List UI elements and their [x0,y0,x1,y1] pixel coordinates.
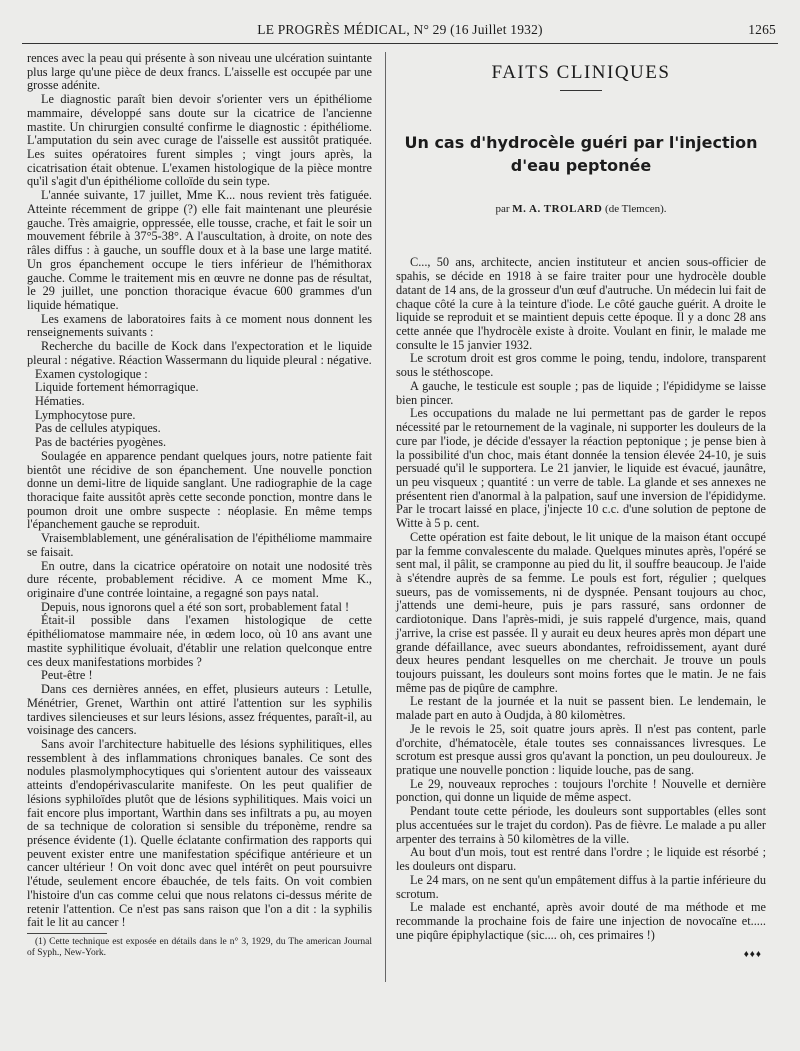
lab-line: Liquide fortement hémorragique. [35,380,199,395]
end-ornament: ♦♦♦ [743,949,762,961]
footnote-rule [27,933,107,934]
paragraph: L'année suivante, 17 juillet, Mme K... nous revient très fatiguée. Atteinte récemment de grippe (?) elle fait maintenant une pleurésie gauche. Très amaigrie, oppressée, elle tousse, crache, et fait le soir un mouvement fébrile à 37°5-38°. A l'auscultation, à droite, on note des râles diffus : à gauche, un souffle doux et à la base une large matité. Un gros épanchement occupe le tiers inférieur de l'hémithorax gauche. Comme le traitement mis en œuvre ne donne pas de résultat, le 29 juillet, une ponction thoracique évacue 600 grammes d'un liquide hématique. [27,188,372,312]
paragraph: Le 29, nouveaux reproches : toujours l'orchite ! Nouvelle et dernière ponction, qui donne un liquide de même aspect. [396,776,766,805]
byline-author: M. A. TROLARD [512,202,603,215]
footnote: (1) Cette technique est exposée en détails dans le n° 3, 1929, du The american Journal of Syph., New-York. [27,937,372,958]
paragraph: Sans avoir l'architecture habituelle des lésions syphilitiques, elles ressemblent à des inflammations chroniques banales. Ce sont des nodules plasmolymphocytiques qui s'orientent autour des vaisseaux atteints d'endopérivascularite manifeste. On les peut qualifier de lésions syphiloïdes plutôt que de lésions syphilitiques. Mais voici un fait encore plus important, Warthin dans ses infiltrats a pu, au moyen de sa technique de coloration si sensible du tréponème, rendre sa présence évidente (1). Quelle éclatante confirmation des rapports qui peuvent exister entre une manifestation spécifique antérieure et un cancer ultérieur ! On voit donc avec quel intérêt on peut poursuivre l'étude, seulement encore ébauchée, de tels faits. On voit combien l'histoire d'un cas comme celui que nous relatons ci-dessus mérite de retenir l'attention. Ce n'est pas sans raison que l'on a dit : la syphilis fait le lit au cancer ! [27,736,372,930]
paragraph: Le diagnostic paraît bien devoir s'orienter vers un épithéliome mammaire, développé sans doute sur la cicatrice de l'ancienne mastite. Un chirurgien consulté confirme le diagnostic : épithéliome. L'amputation du sein avec curage de l'aisselle est aussitôt pratiquée. Les suites opératoires furent simples ; vingt jours après, la cicatrisation était obtenue. L'examen histologique de la pièce montre qu'il s'agit d'un épithéliome colloïde du sein type. [27,92,372,189]
paragraph: Les occupations du malade ne lui permettant pas de garder le repos nécessité par le retournement de la vaginale, ni supporter les douleurs de la cure par l'iode, je décide d'essayer la réaction peptonique ; je pense bien à la possibilité d'un choc, mais étant donnée la tension élevée 24-10, je suis persuadé qu'il le supportera. Le 21 janvier, le liquide est évacué, jaunâtre, un peu visqueux ; quantité : un verre de table. La glande et ses annexes ne présentent rien d'anormal à la palpation, sauf une inversion de l'épididyme. Par le trocart laissé en place, j'injecte 10 c.c. d'une solution de peptone de Witte à 5 p. cent. [396,406,766,531]
paragraph: Le 24 mars, on ne sent qu'un empâtement diffus à la partie inférieure du scrotum. [396,872,766,901]
byline-prefix: par [495,202,510,215]
paragraph: A gauche, le testicule est souple ; pas de liquide ; l'épididyme se laisse bien pincer. [396,378,766,407]
left-column [27,52,372,959]
title-rule [560,90,602,91]
article-title: Un cas d'hydrocèle guéri par l'injection d'eau peptonée [404,132,758,175]
lab-line: Lymphocytose pure. [35,407,136,422]
paragraph: C..., 50 ans, architecte, ancien instituteur et ancien sous-officier de spahis, se décide en 1918 à se faire traiter pour une hydrocèle double datant de 14 ans, de la grosseur d'un œuf d'autruche. Un médecin lui fait de chaque côté la cure à la teinture d'iode. Le côté gauche guérit. A droite le liquide se reproduit et se maintient depuis cette époque. Il y a donc 28 ans cette année que l'hydrocèle existe à droite. Voulant en finir, le malade me consulte le 15 janvier 1932. [396,255,766,352]
header-rule [22,43,778,44]
paragraph: Le scrotum droit est gros comme le poing, tendu, indolore, transparent sous le stéthoscope. [396,351,766,380]
paragraph: Soulagée en apparence pendant quelques jours, notre patiente fait bientôt une récidive de son épanchement. Une nouvelle ponction donne un demi-litre de liquide sanglant. Une radiographie de la cage thoracique faite aussitôt après cette seconde ponction, montre dans le poumon droit une ombre suspecte : néoplasie. En même temps l'épanchement gauche se reproduit. [27,448,372,532]
running-header [22,22,778,44]
lab-line: Recherche du bacille de Kock dans l'expectoration et le liquide pleural : négative. Réaction Wassermann du liquide pleural : négative. [27,339,372,367]
paragraph: Je le revois le 25, soit quatre jours après. Il n'est pas content, parle d'orchite, d'hématocèle, étale toutes ses connaissances livresques. Le scrotum est presque aussi gros qu'avant la ponction, un peu douloureux. Je pratique une nouvelle ponction : liquide louche, pas de sang. [396,721,766,778]
paragraph: Vraisemblablement, une généralisation de l'épithéliome mammaire se faisait. [27,531,372,559]
column-divider [385,52,386,982]
paragraph: En outre, dans la cicatrice opératoire on notait une nodosité très dure récente, probablement récidive. A ce moment Mme K., originaire d'une contrée lointaine, a regagné son pays natal. [27,558,372,601]
byline [396,203,766,217]
paragraph: Le restant de la journée et la nuit se passent bien. Le lendemain, le malade part en auto à Oudjda, à 80 kilomètres. [396,694,766,723]
paragraph: rences avec la peau qui présente à son niveau une ulcération suintante plus large qu'une pièce de deux francs. L'aisselle est occupée par une grosse adénite. [27,51,372,93]
paragraph: Peut-être ! [41,668,93,683]
page-number: 1265 [748,22,776,37]
lab-line: Pas de cellules atypiques. [35,421,161,436]
paragraph: Pendant toute cette période, les douleurs sont supportables (elles sont plus accentuées sur le trajet du cordon). Pas de fièvre. Le malade a pu aller arpenter des terrains à 50 kilomètres de la ville. [396,804,766,846]
lab-line: Examen cystologique : [35,366,148,381]
paragraph: Les examens de laboratoires faits à ce moment nous donnent les renseignements suivants : [27,311,372,340]
running-title: LE PROGRÈS MÉDICAL, N° 29 (16 Juillet 1932) [257,22,543,37]
paragraph: Le malade est enchanté, après avoir douté de ma méthode et me recommande la prochaine fois de faire une injection de novocaïne et..... une piqûre épiphylactique (sic.... oh, ces primaires !) [396,900,766,942]
lab-line: Pas de bactéries pyogènes. [35,435,167,450]
paragraph: Dans ces dernières années, en effet, plusieurs auteurs : Letulle, Ménétrier, Grenet, Warthin ont attiré l'attention sur les syphilis tardives silencieuses et sur leurs lésions, assez fréquentes, paraît-il, au voisinage des cancers. [27,682,372,738]
byline-suffix: (de Tlemcen). [605,202,667,215]
paragraph: Était-il possible dans l'examen histologique de cette épithéliomatose mammaire née, in œdem loco, où 10 ans avant une mastite syphilitique évoluait, d'établir une relation quelconque entre ces deux manifestations morbides ? [27,613,372,669]
paragraph: Cette opération est faite debout, le lit unique de la maison étant occupé par la femme convalescente du malade. Quelques minutes après, l'opéré se sent mal, il pâlit, se cramponne au pied du lit, il souffre beaucoup. Je l'aide à s'étendre auprès de sa femme. Le pouls est fort, régulier ; quelques sueurs, pas de vomissements, ni de dyspnée. Pensant toujours au choc, j'attends une demi-heure, puis je pars rassuré, sans ordonner de cardiotonique. Dans l'après-midi, je suis rappelé d'urgence, mais, quand j'arrive, la crise est passée. Il y aurait eu deux heures après mon départ une grande défaillance, avec sueurs abondantes, refroidissement, ayant duré deux heures pendant lesquelles on me cherchait. Je trouve un pouls toujours puissant, les douleurs sont moins fortes que le matin. Je ne fais même pas de piqûre de camphre. [396,529,766,695]
section-title: FAITS CLINIQUES [491,62,671,83]
paragraph: Depuis, nous ignorons quel a été son sort, probablement fatal ! [41,599,350,614]
right-column [396,52,766,962]
lab-line: Hématies. [35,393,85,408]
paragraph: Au bout d'un mois, tout est rentré dans l'ordre ; le liquide est résorbé ; les douleurs ont disparu. [396,845,766,874]
